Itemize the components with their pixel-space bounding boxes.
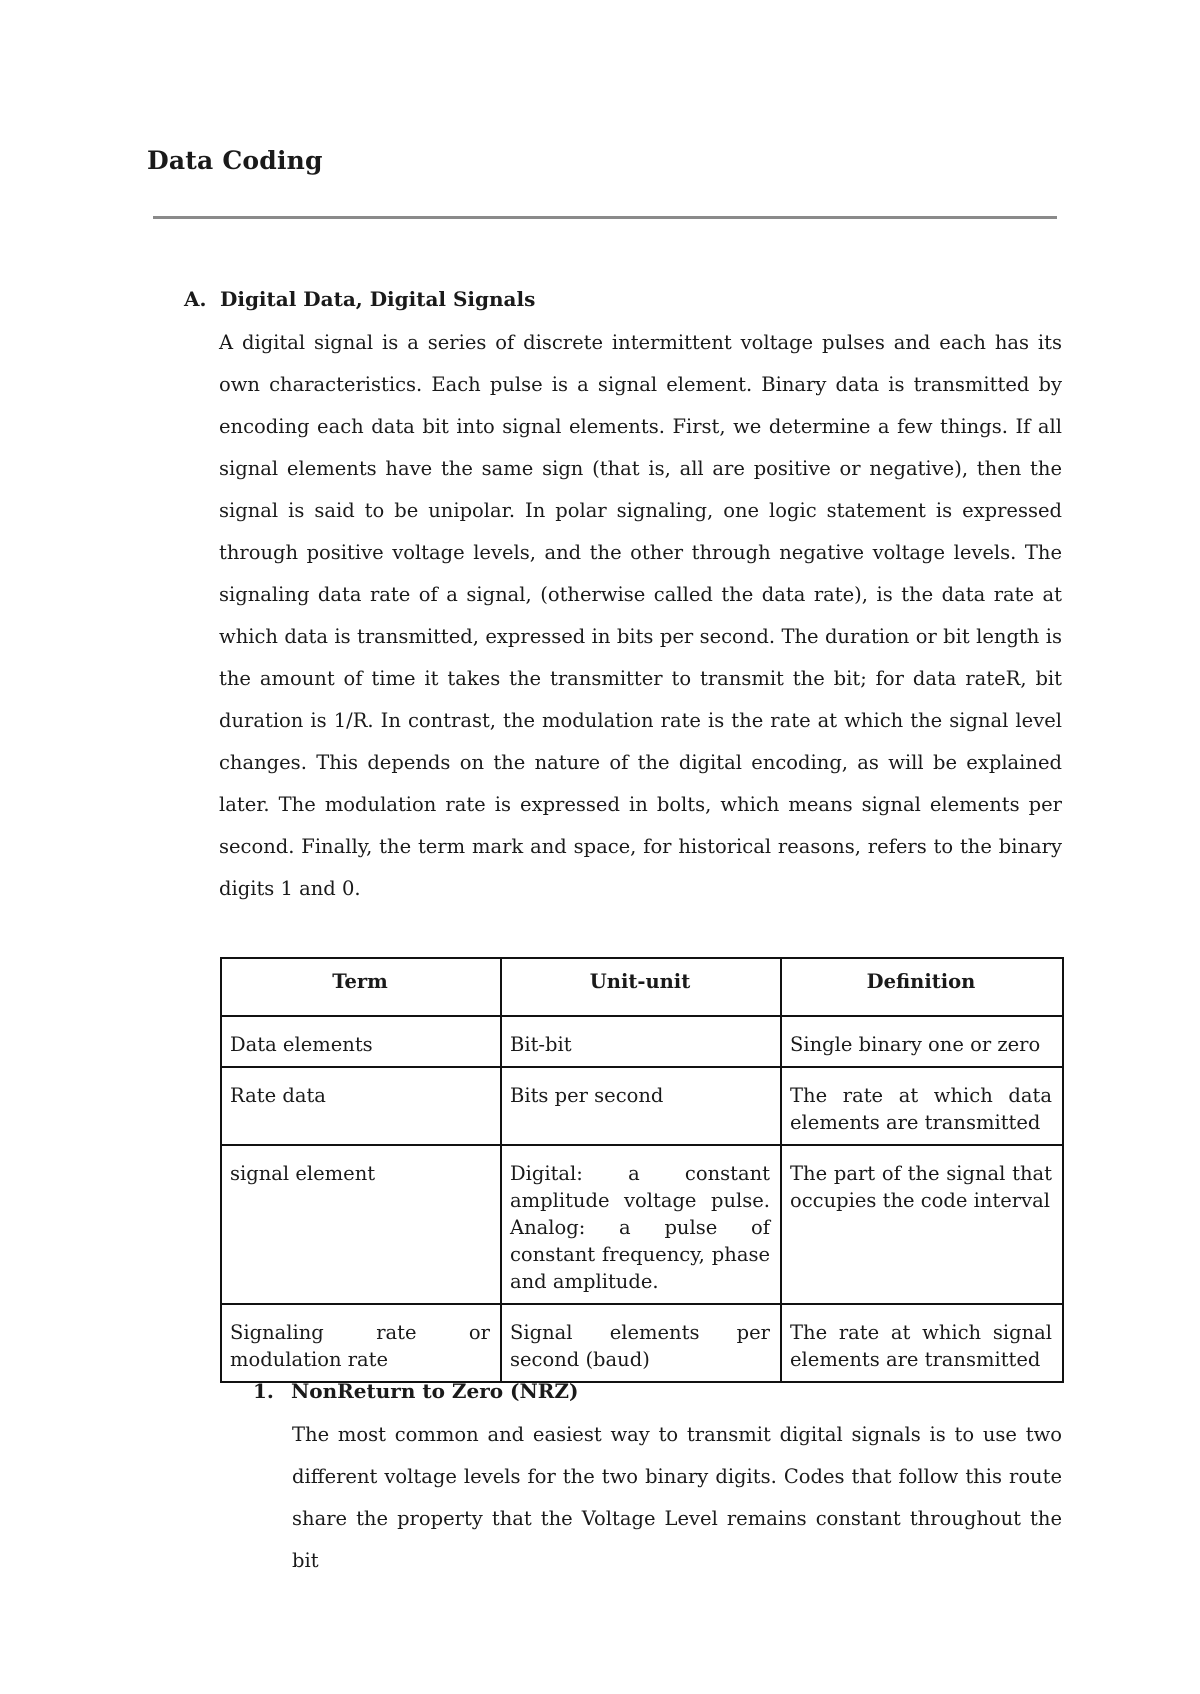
- section-a-marker: A.: [184, 287, 207, 311]
- table-cell: The rate at which data elements are transmitted: [781, 1067, 1063, 1145]
- table-row: [221, 1145, 1063, 1304]
- subsection-1-heading-text: NonReturn to Zero (NRZ): [291, 1379, 579, 1403]
- table-cell: The rate at which signal elements are transmitted: [781, 1304, 1063, 1382]
- title-divider: [153, 216, 1057, 219]
- table-cell: Digital: a constant amplitude voltage pulse. Analog: a pulse of constant frequency, phase and amplitude.: [501, 1145, 781, 1304]
- table-header-row: [221, 958, 1063, 1016]
- table-cell: The part of the signal that occupies the code interval: [781, 1145, 1063, 1304]
- table-cell: Data elements: [221, 1016, 501, 1067]
- table-cell: Signal elements per second (baud): [501, 1304, 781, 1382]
- document-title: Data Coding: [147, 146, 323, 175]
- section-a-paragraph: A digital signal is a series of discrete intermittent voltage pulses and each has its own characteristics. Each pulse is a signal element. Binary data is transmitted by encoding each data bit into signal elements. First, we determine a few things. If all signal elements have the same sign (that is, all are positive or negative), then the signal is said to be unipolar. In polar signaling, one logic statement is expressed through positive voltage levels, and the other through negative voltage levels. The signaling data rate of a signal, (otherwise called the data rate), is the data rate at which data is transmitted, expressed in bits per second. The duration or bit length is the amount of time it takes the transmitter to transmit the bit; for data rateR, bit duration is 1/R. In contrast, the modulation rate is the rate at which the signal level changes. This depends on the nature of the digital encoding, as will be explained later. The modulation rate is expressed in bolts, which means signal elements per second. Finally, the term mark and space, for historical reasons, refers to the binary digits 1 and 0.: [219, 331, 1062, 900]
- subsection-1-paragraph: The most common and easiest way to transmit digital signals is to use two different voltage levels for the two binary digits. Codes that follow this route share the property that the Voltage Level remains constant throughout the bit: [292, 1423, 1062, 1572]
- section-a-heading: [184, 287, 535, 311]
- subsection-1-marker: 1.: [253, 1379, 274, 1403]
- table-row: [221, 1304, 1063, 1382]
- table-cell: Rate data: [221, 1067, 501, 1145]
- table-cell: Bit-bit: [501, 1016, 781, 1067]
- table-header-cell: Term: [221, 958, 501, 1016]
- table-cell: signal element: [221, 1145, 501, 1304]
- table-header-cell: Definition: [781, 958, 1063, 1016]
- table-cell: Signaling rate or modulation rate: [221, 1304, 501, 1382]
- section-a-heading-text: Digital Data, Digital Signals: [220, 287, 536, 311]
- subsection-1-heading: [253, 1379, 578, 1403]
- table-cell: Single binary one or zero: [781, 1016, 1063, 1067]
- table-row: [221, 1016, 1063, 1067]
- table-cell: Bits per second: [501, 1067, 781, 1145]
- terms-table: [220, 957, 1064, 1383]
- table-row: [221, 1067, 1063, 1145]
- table-header-cell: Unit-unit: [501, 958, 781, 1016]
